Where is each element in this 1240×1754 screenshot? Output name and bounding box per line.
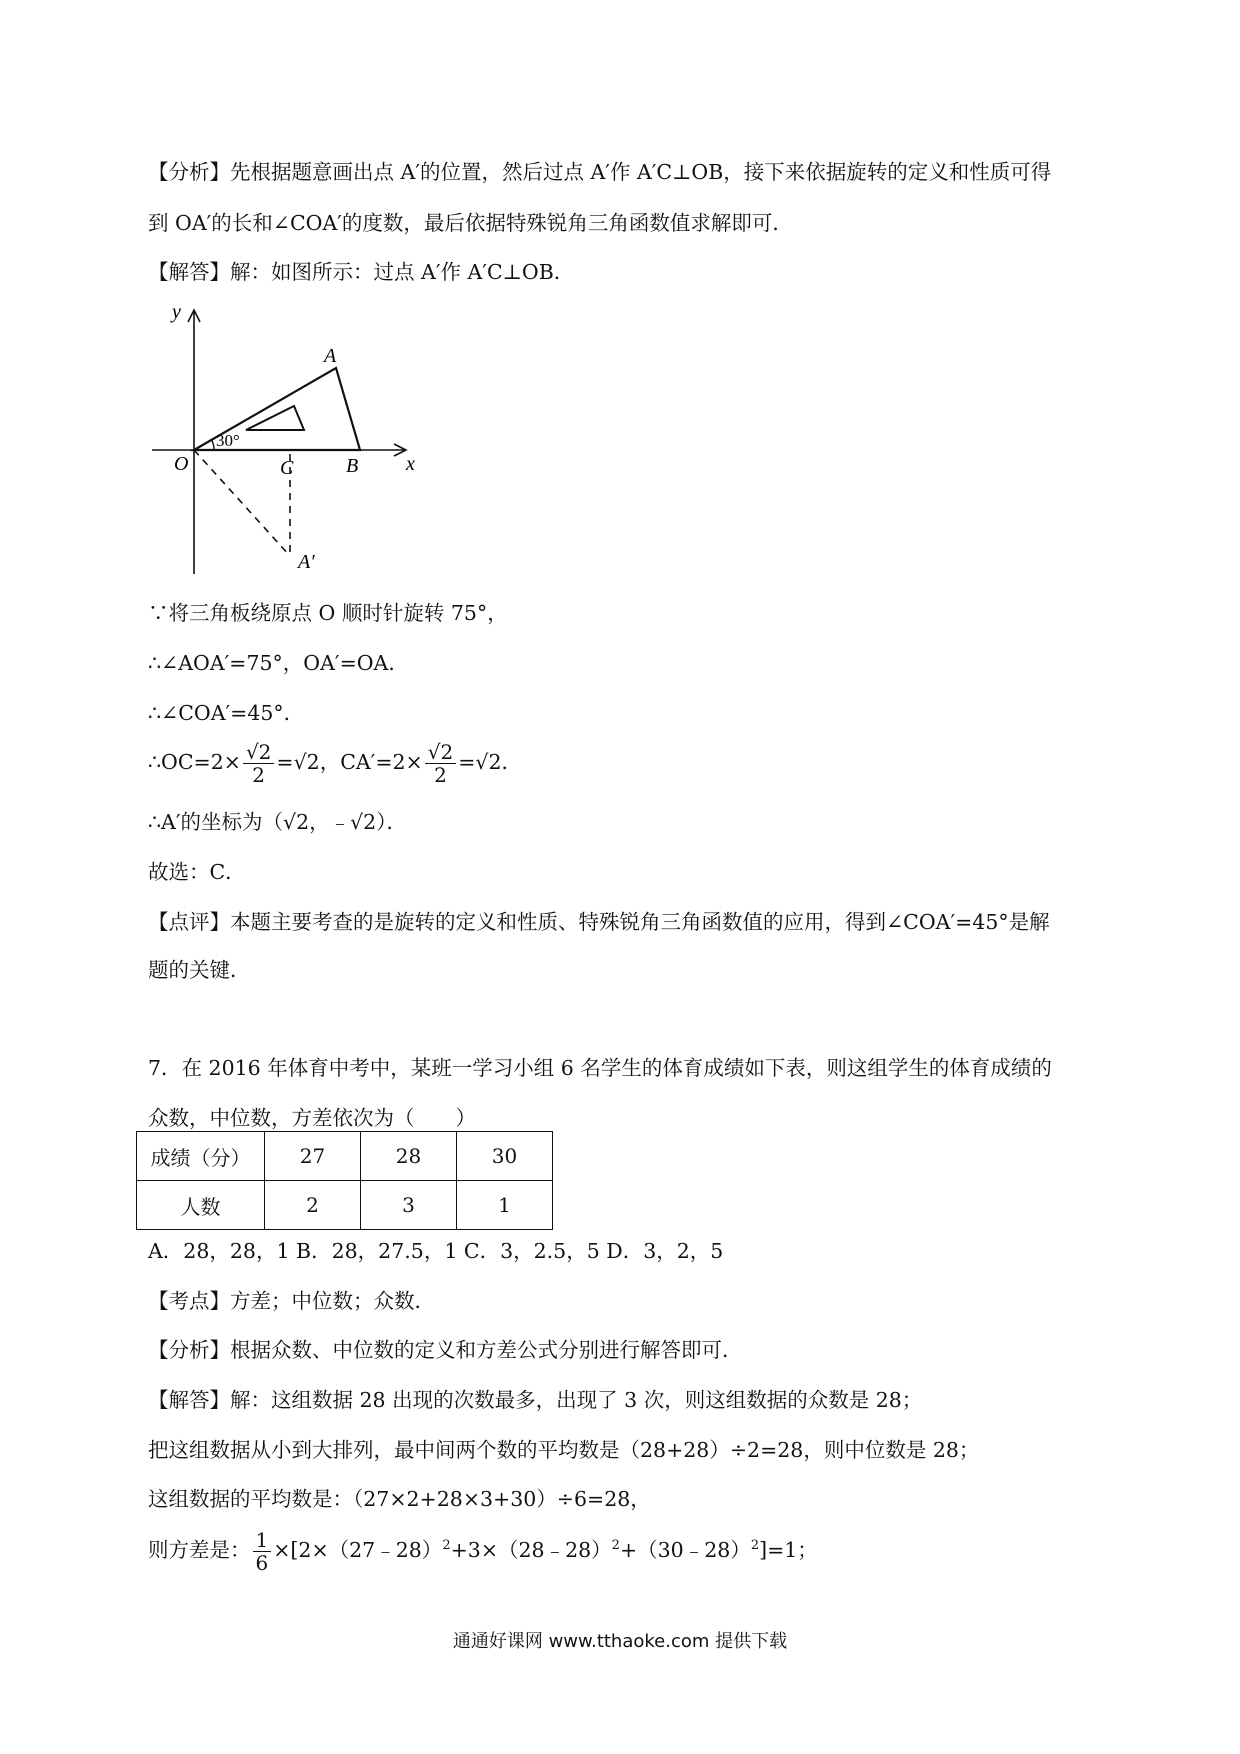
table-cell: 30	[457, 1132, 553, 1181]
table-cell: 1	[457, 1181, 553, 1230]
median-line: 把这组数据从小到大排列，最中间两个数的平均数是（28+28）÷2=28，则中位数是 28；	[148, 1438, 980, 1462]
table-cell: 28	[361, 1132, 457, 1181]
table-row	[137, 1181, 553, 1230]
fraction-denominator: 2	[252, 763, 266, 787]
fraction-sqrt2-over-2-second	[425, 741, 456, 786]
answer-line: 【解答】解：如图所示：过点 A′作 A′C⊥OB．	[148, 260, 575, 284]
label-a-prime: A′	[298, 551, 315, 573]
answer-2: 【解答】解：这组数据 28 出现的次数最多，出现了 3 次，则这组数据的众数是 28；	[148, 1388, 923, 1412]
analysis-line-2: 到 OA′的长和∠COA′的度数，最后依据特殊锐角三角函数值求解即可．	[148, 211, 793, 235]
exponent: 2	[750, 1538, 760, 1553]
step-3: ∴∠COA′=45°．	[148, 701, 305, 725]
variance-part-c: +3×（28﹣28）	[450, 1537, 612, 1562]
footer-credit: 通通好课网 www.tthaoke.com 提供下载	[452, 1631, 788, 1652]
exponent: 2	[442, 1538, 451, 1553]
variance-part-d: +（30﹣28）	[619, 1537, 751, 1562]
step-1: ∵将三角板绕原点 O 顺时针旋转 75°，	[148, 601, 508, 625]
label-c: C	[280, 457, 294, 479]
comment-line-1: 【点评】本题主要考查的是旋转的定义和性质、特殊锐角三角函数值的应用，得到∠COA′=45°是解	[148, 910, 1050, 934]
exponent: 2	[611, 1538, 620, 1553]
question-7-line-1: 7．在 2016 年体育中考中，某班一学习小组 6 名学生的体育成绩如下表，则这组学生的体育成绩的	[148, 1056, 1052, 1080]
step-4-part-a: ∴OC=2×	[148, 750, 241, 774]
mean-line: 这组数据的平均数是：（27×2+28×3+30）÷6=28，	[148, 1487, 651, 1511]
table-row	[137, 1132, 553, 1181]
dashed-oa-prime	[194, 450, 290, 556]
rotation-figure	[148, 298, 418, 578]
step-4-part-b: =√2，CA′=2×	[276, 750, 423, 774]
fraction-numerator: √2	[243, 741, 274, 764]
fraction-denominator: 6	[255, 1550, 269, 1575]
label-y: y	[172, 301, 181, 323]
answer-options: A．28，28，1 B．28，27.5，1 C．3，2.5，5 D．3，2，5	[148, 1239, 724, 1263]
kaodian: 【考点】方差；中位数；众数．	[148, 1289, 435, 1313]
inner-triangle	[246, 406, 304, 430]
comment-line-2: 题的关键．	[148, 958, 251, 982]
question-7-line-2: 众数，中位数，方差依次为（ ）	[148, 1106, 476, 1130]
angle-arc	[211, 439, 214, 450]
label-a: A	[324, 345, 337, 367]
fraction-sqrt2-over-2	[243, 741, 274, 786]
analysis-line-1: 【分析】先根据题意画出点 A′的位置，然后过点 A′作 A′C⊥OB，接下来依据旋转的定义和性质可得	[148, 160, 1052, 184]
score-table	[136, 1131, 553, 1230]
fraction-one-sixth	[253, 1529, 272, 1574]
step-4	[148, 732, 522, 792]
label-x: x	[406, 453, 415, 475]
variance-part-e: ]=1；	[759, 1537, 818, 1562]
label-o: O	[174, 453, 189, 475]
variance-part-a: 则方差是：	[148, 1537, 251, 1562]
fraction-numerator: √2	[425, 741, 456, 764]
label-angle: 30°	[216, 431, 240, 450]
fraction-numerator: 1	[253, 1529, 272, 1552]
analysis-2: 【分析】根据众数、中位数的定义和方差公式分别进行解答即可．	[148, 1338, 743, 1362]
label-b: B	[346, 455, 359, 477]
choose-answer: 故选：C．	[148, 860, 246, 884]
fraction-denominator: 2	[434, 763, 447, 787]
table-cell: 2	[265, 1181, 361, 1230]
table-cell: 3	[361, 1181, 457, 1230]
step-4-part-c: =√2．	[458, 750, 522, 774]
table-cell: 27	[265, 1132, 361, 1181]
table-cell: 人数	[137, 1181, 265, 1230]
table-cell: 成绩（分）	[137, 1132, 265, 1181]
step-2: ∴∠AOA′=75°，OA′=OA．	[148, 651, 409, 675]
step-5: ∴A′的坐标为（√2，﹣√2）．	[148, 810, 407, 834]
variance-part-b: ×[2×（27﹣28）	[273, 1537, 443, 1562]
variance-line	[148, 1516, 818, 1580]
